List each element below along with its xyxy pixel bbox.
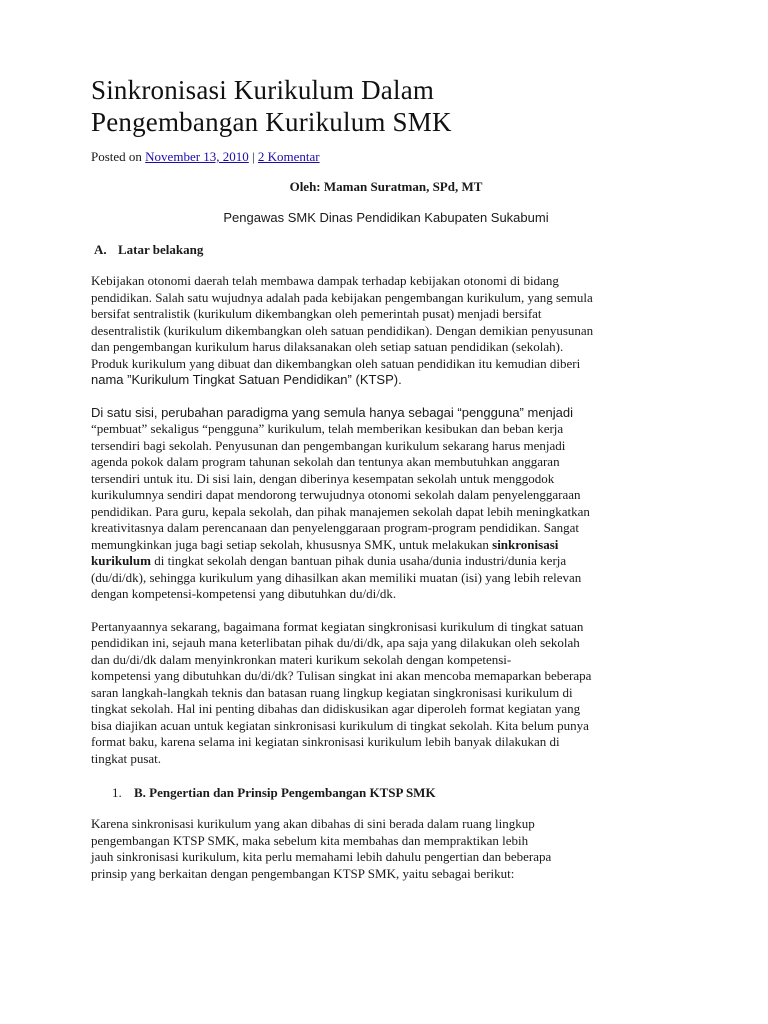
section-b-marker: 1. bbox=[112, 785, 122, 800]
section-a-title: Latar belakang bbox=[118, 242, 204, 257]
affiliation-line: Pengawas SMK Dinas Pendidikan Kabupaten Sukabumi bbox=[223, 210, 549, 225]
meta-separator: | bbox=[252, 149, 255, 164]
paragraph-3 bbox=[91, 619, 681, 768]
section-b-title: B. Pengertian dan Prinsip Pengembangan KTSP SMK bbox=[134, 785, 436, 800]
paragraph-line: jauh sinkronisasi kurikulum, kita perlu memahami lebih dahulu pengertian dan beberapa bbox=[91, 849, 552, 864]
paragraph-line: bersifat sentralistik (kurikulum dikembangkan oleh pemerintah pusat) menjadi bersifat bbox=[91, 306, 542, 321]
paragraph-line: saran langkah-langkah teknis dan batasan ruang lingkup kegiatan singkronisasi kurikulum di bbox=[91, 684, 573, 700]
bold-term: sinkronisasi bbox=[492, 536, 559, 552]
paragraph-line: format baku, karena selama ini kegiatan sinkronisasi kurikulum lebih banyak dilakukan di bbox=[91, 734, 560, 749]
bold-term: kurikulum bbox=[91, 553, 151, 568]
section-heading-b bbox=[91, 784, 681, 802]
author-line: Oleh: Maman Suratman, SPd, MT bbox=[289, 179, 483, 194]
section-a-marker: A. bbox=[94, 242, 107, 257]
paragraph-fragment: KTSP). bbox=[359, 372, 402, 387]
title-line-1: Sinkronisasi Kurikulum Dalam bbox=[91, 75, 435, 105]
paragraph-line: pendidikan. Salah satu wujudnya adalah pada kebijakan pengembangan kurikulum, yang semula bbox=[91, 289, 593, 305]
paragraph-line: tingkat pusat. bbox=[91, 750, 162, 766]
paragraph-line: Produk kurikulum yang dibuat dan dikembangkan oleh satuan pendidikan itu kemudian diberi bbox=[91, 355, 581, 371]
paragraph-line: tersendiri untuk itu. Di sisi lain, dengan diberinya kesempatan sekolah untuk menggodok bbox=[91, 470, 555, 486]
paragraph-line: kreativitasnya dalam perencanaan dan penyelenggaraan program-program pendidikan. Sangat bbox=[91, 520, 580, 535]
section-heading-a bbox=[91, 241, 681, 259]
paragraph-line: Di satu sisi, perubahan paradigma yang semula hanya sebagai “pengguna” menjadi bbox=[91, 404, 574, 420]
paragraph-line: tingkat sekolah. Hal ini penting dibahas dan didiskusikan agar diperoleh format kegiatan yang bbox=[91, 701, 581, 716]
paragraph-line: kompetensi yang dibutuhkan du/di/dk? Tulisan singkat ini akan mencoba memaparkan beberapa bbox=[91, 668, 592, 683]
paragraph-line: “pembuat” sekaligus “pengguna” kurikulum, telah memberikan kesibukan dan beban kerja bbox=[91, 421, 564, 436]
paragraph-line: bisa diajikan acuan untuk kegiatan sinkronisasi kurikulum di tingkat sekolah. Kita belum punya bbox=[91, 717, 589, 733]
paragraph-line bbox=[91, 553, 681, 570]
paragraph-line: Pertanyaannya sekarang, bagaimana format kegiatan singkronisasi kurikulum di tingkat satuan bbox=[91, 618, 584, 634]
paragraph-line: Kebijakan otonomi daerah telah membawa dampak terhadap kebijakan otonomi di bidang bbox=[91, 273, 559, 288]
post-meta bbox=[91, 148, 681, 166]
paragraph-line: (du/di/dk), sehingga kurikulum yang dihasilkan akan memiliki muatan (isi) yang lebih relevan bbox=[91, 569, 582, 585]
paragraph-line bbox=[91, 372, 681, 389]
page-title bbox=[91, 74, 681, 138]
post-date-link[interactable]: November 13, 2010 bbox=[145, 149, 249, 164]
paragraph-2 bbox=[91, 405, 681, 603]
title-line-2: Pengembangan Kurikulum SMK bbox=[91, 107, 452, 137]
paragraph-4 bbox=[91, 816, 681, 882]
paragraph-line: prinsip yang berkaitan dengan pengembangan KTSP SMK, yaitu sebagai berikut: bbox=[91, 865, 515, 881]
paragraph-line: dan du/di/dk dalam menyinkronkan materi kurikum sekolah dengan kompetensi- bbox=[91, 651, 512, 667]
paragraph-line bbox=[91, 537, 681, 554]
paragraph-line: desentralistik (kurikulum dikembangkan oleh satuan pendidikan). Dengan demikian penyusunan bbox=[91, 322, 594, 338]
paragraph-fragment: di tingkat sekolah dengan bantuan pihak dunia usaha/dunia industri/dunia kerja bbox=[150, 553, 567, 568]
paragraph-line: kurikulumnya sendiri dapat mendorong terwujudnya otonomi sekolah dalam penyelenggaraan bbox=[91, 487, 581, 502]
paragraph-line: pendidikan ini, sejauh mana keterlibatan pihak du/di/dk, apa saja yang dilakukan oleh sekolah bbox=[91, 635, 580, 650]
paragraph-1 bbox=[91, 273, 681, 389]
comments-link[interactable]: 2 Komentar bbox=[257, 149, 320, 164]
paragraph-line: dan pengembangan kurikulum harus dilaksanakan oleh setiap satuan pendidikan (sekolah). bbox=[91, 339, 564, 354]
paragraph-line: Karena sinkronisasi kurikulum yang akan dibahas di sini berada dalam ruang lingkup bbox=[91, 816, 535, 831]
document-page bbox=[91, 74, 681, 882]
paragraph-fragment: memungkinkan juga bagi setiap sekolah, khususnya SMK, untuk melakukan bbox=[91, 536, 493, 552]
paragraph-line: pendidikan. Para guru, kepala sekolah, dan pihak manajemen sekolah dapat lebih meningkatkan bbox=[91, 503, 590, 519]
paragraph-line: pengembangan KTSP SMK, maka sebelum kita membahas dan mempraktikan lebih bbox=[91, 832, 529, 848]
paragraph-line: dengan kompetensi-kompetensi yang dibutuhkan du/di/dk. bbox=[91, 586, 397, 601]
paragraph-line: tersendiri bagi sekolah. Penyusunan dan pengembangan kurikulum sekarang harus menjadi bbox=[91, 437, 566, 453]
posted-on-label: Posted on bbox=[91, 149, 142, 164]
paragraph-line: agenda pokok dalam program tahunan sekolah dan tentunya akan membutuhkan anggaran bbox=[91, 454, 560, 469]
paragraph-fragment: nama ”Kurikulum Tingkat Satuan Pendidikan” ( bbox=[91, 372, 360, 387]
